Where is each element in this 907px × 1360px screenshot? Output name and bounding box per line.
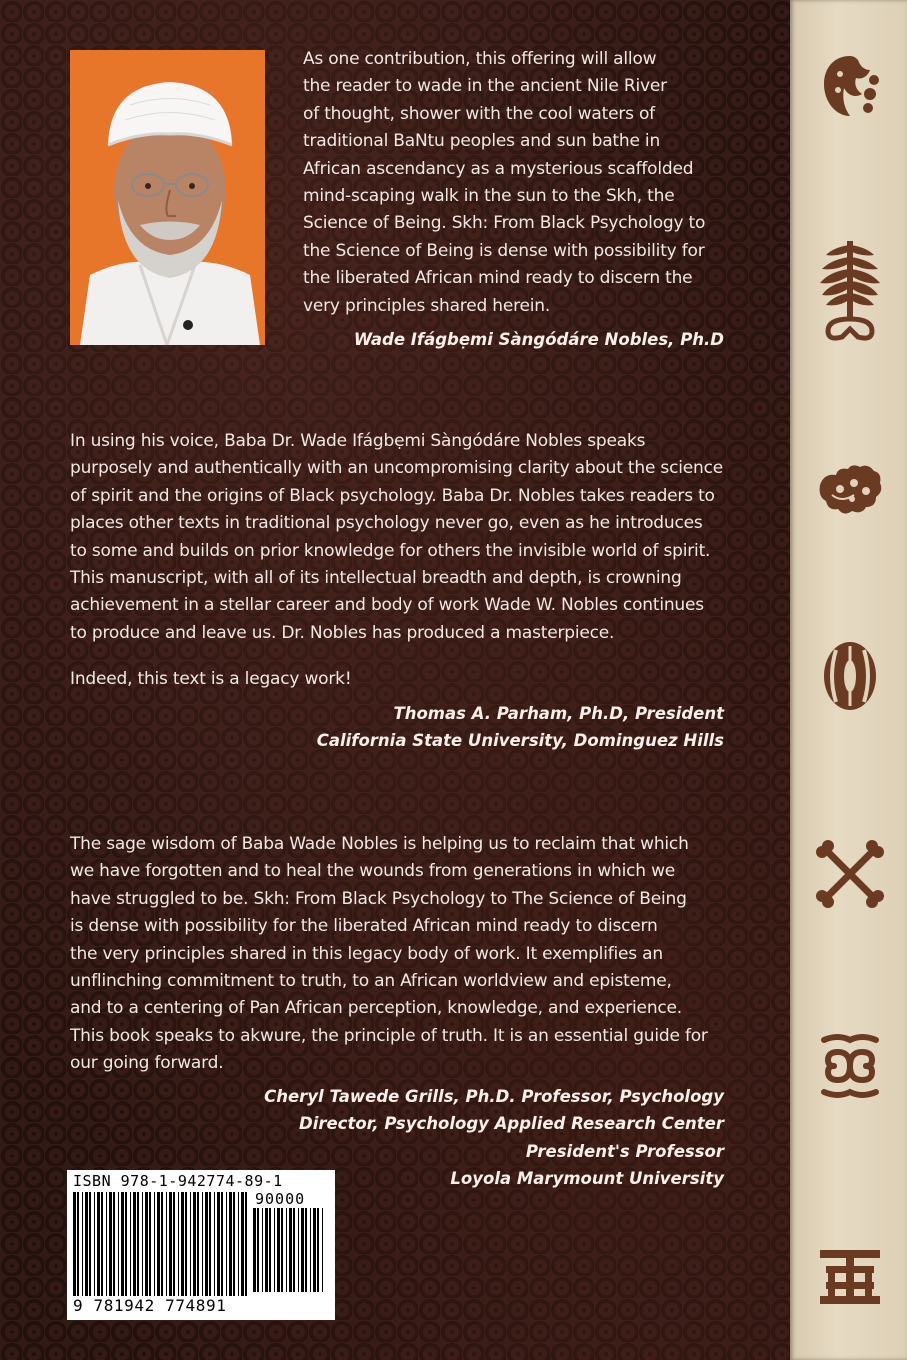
quote-line: traditional BaNtu peoples and sun bathe in: [303, 131, 661, 152]
barcode-bar: [181, 1192, 184, 1296]
barcode-bar: [82, 1192, 83, 1296]
endorsement-text: [70, 831, 750, 1078]
barcode-bar: [277, 1208, 280, 1292]
aya-fern-icon: [814, 235, 886, 307]
barcode-bar: [241, 1192, 244, 1296]
barcode-bar: [193, 1192, 196, 1296]
barcode-bar: [298, 1208, 299, 1292]
barcode-bar: [94, 1192, 95, 1296]
sankofa-icon: [814, 455, 886, 527]
barcode-bar: [301, 1208, 304, 1292]
endorsement-parham: [70, 428, 750, 647]
barcode-bar: [305, 1208, 307, 1292]
barcode-bar: [77, 1192, 79, 1296]
quote-line: As one contribution, this offering will allow: [303, 49, 657, 69]
ean-digits: 9 781942 774891: [73, 1296, 227, 1315]
attribution-line: Loyola Marymount University: [450, 1169, 724, 1189]
barcode-bar: [310, 1208, 311, 1292]
barcode-bar: [166, 1192, 167, 1296]
adinkra-oval-icon: [814, 640, 886, 712]
barcode-bar: [265, 1208, 268, 1292]
barcode-bar: [137, 1192, 139, 1296]
fawohodie-icon: [814, 1240, 886, 1312]
quote-line: to some and builds on prior knowledge for others the invisible world of spirit.: [70, 540, 711, 561]
barcode-bar: [197, 1192, 199, 1296]
barcode-bar: [125, 1192, 127, 1296]
barcode-bar: [113, 1192, 115, 1296]
barcode-bar: [133, 1192, 136, 1296]
barcode-bar: [185, 1192, 187, 1296]
quote-line: we have forgotten and to heal the wounds from generations in which we: [70, 861, 676, 882]
attribution-parham: [317, 700, 724, 755]
quote-line: the very principles shared in this legacy body of work. It exemplifies an: [70, 943, 663, 964]
barcode-bar: [121, 1192, 124, 1296]
attribution-line: Thomas A. Parham, Ph.D, President: [393, 704, 724, 723]
barcode-bar: [214, 1192, 215, 1296]
barcode-bar: [101, 1192, 103, 1296]
barcode-bar: [313, 1208, 316, 1292]
quote-line: Science of Being. Skh: From Black Psychology to: [303, 213, 706, 234]
barcode-bar: [202, 1192, 203, 1296]
barcode-bar: [161, 1192, 163, 1296]
gye-nyame-icon: [814, 50, 886, 122]
isbn-label: ISBN 978-1-942774-89-1: [73, 1172, 283, 1190]
attribution-line: Cheryl Tawede Grills, Ph.D. Professor, Psychology: [264, 1087, 724, 1106]
endorsement-grills: [70, 831, 750, 1078]
barcode-bar: [269, 1208, 271, 1292]
barcode-bar: [169, 1192, 172, 1296]
crossed-bones-icon: [814, 838, 886, 910]
barcode-bar: [89, 1192, 91, 1296]
quote-line: of spirit and the origins of Black psychology. Baba Dr. Nobles takes readers to: [70, 485, 715, 506]
barcode-bar: [317, 1208, 319, 1292]
endorsement-closing: Indeed, this text is a legacy work!: [70, 669, 352, 689]
barcode-bar: [145, 1192, 148, 1296]
barcode-bar: [238, 1192, 239, 1296]
barcode-bar: [274, 1208, 275, 1292]
barcode-bar: [205, 1192, 208, 1296]
quote-line: mind-scaping walk in the sun to the Skh, the: [303, 186, 675, 207]
quote-line: the liberated African mind ready to discern the: [303, 268, 693, 289]
barcode-bars-addon: [253, 1208, 327, 1292]
barcode-bar: [142, 1192, 143, 1296]
quote-line: achievement in a stellar career and body of work Wade W. Nobles continues: [70, 595, 704, 616]
barcode-bar: [190, 1192, 191, 1296]
barcode-bar: [73, 1192, 76, 1296]
quote-line: places other texts in traditional psychology never go, even as he introduces: [70, 513, 703, 534]
quote-line: have struggled to be. Skh: From Black Psychology to The Science of Being: [70, 888, 687, 909]
barcode-bar: [157, 1192, 160, 1296]
barcode-bar: [178, 1192, 179, 1296]
barcode-bar: [233, 1192, 235, 1296]
barcode-bar: [130, 1192, 131, 1296]
endorsement-text: [70, 428, 750, 647]
attribution-line: California State University, Dominguez Hills: [316, 731, 724, 751]
price-code: 90000: [255, 1190, 306, 1208]
quote-line: In using his voice, Baba Dr. Wade Ifágbẹmi Sàngódáre Nobles speaks: [70, 431, 646, 451]
attribution-nobles: Wade Ifágbẹmi Sàngódáre Nobles, Ph.D: [353, 330, 724, 349]
author-photo: [70, 50, 265, 345]
barcode-bar: [229, 1192, 232, 1296]
author-portrait-image: [70, 50, 265, 345]
barcode-bar: [281, 1208, 283, 1292]
quote-line: is dense with possibility for the liberated African mind ready to discern: [70, 916, 658, 937]
quote-line: purposely and authentically with an uncompromising clarity about the science: [70, 458, 723, 479]
attribution-line: Director, Psychology Applied Research Center: [299, 1114, 724, 1134]
barcode-bar: [109, 1192, 112, 1296]
barcode-bar: [253, 1208, 256, 1292]
barcode-bar: [209, 1192, 211, 1296]
quote-line: of thought, shower with the cool waters of: [303, 103, 655, 124]
barcode-bar: [257, 1208, 259, 1292]
attribution-line: President's Professor: [525, 1141, 724, 1161]
barcode-bar: [118, 1192, 119, 1296]
double-spiral-icon: [814, 1030, 886, 1102]
barcode-bar: [245, 1192, 247, 1296]
quote-line: our going forward.: [70, 1053, 224, 1074]
barcode-bar: [217, 1192, 220, 1296]
barcode-bar: [221, 1192, 223, 1296]
quote-line: the Science of Being is dense with possibility for: [303, 240, 705, 261]
quote-line: unflinching commitment to truth, to an African worldview and episteme,: [70, 971, 672, 992]
barcode-bar: [289, 1208, 292, 1292]
barcode-bar: [226, 1192, 227, 1296]
quote-line: This book speaks to akwure, the principle of truth. It is an essential guide for: [70, 1025, 708, 1046]
barcode-bar: [262, 1208, 263, 1292]
endorsement-text: [303, 46, 743, 320]
barcode-bars-main: [73, 1192, 249, 1296]
endorsement-nobles: [303, 46, 743, 320]
quote-line: African ascendancy as a mysterious scaffolded: [303, 158, 694, 179]
barcode-bar: [97, 1192, 100, 1296]
barcode-bar: [322, 1208, 323, 1292]
barcode-bar: [286, 1208, 287, 1292]
quote-line: to produce and leave us. Dr. Nobles has produced a masterpiece.: [70, 622, 615, 643]
barcode-bar: [154, 1192, 155, 1296]
barcode-bar: [85, 1192, 88, 1296]
barcode-bar: [149, 1192, 151, 1296]
quote-line: This manuscript, with all of its intellectual breadth and depth, is crowning: [70, 568, 682, 589]
quote-line: very principles shared herein.: [303, 295, 551, 316]
quote-line: The sage wisdom of Baba Wade Nobles is helping us to reclaim that which: [70, 834, 689, 854]
isbn-barcode: [67, 1170, 335, 1320]
barcode-bar: [173, 1192, 175, 1296]
barcode-bar: [106, 1192, 107, 1296]
barcode-bar: [293, 1208, 295, 1292]
quote-line: and to a centering of Pan African perception, knowledge, and experience.: [70, 998, 683, 1019]
quote-line: the reader to wade in the ancient Nile River: [303, 76, 667, 97]
